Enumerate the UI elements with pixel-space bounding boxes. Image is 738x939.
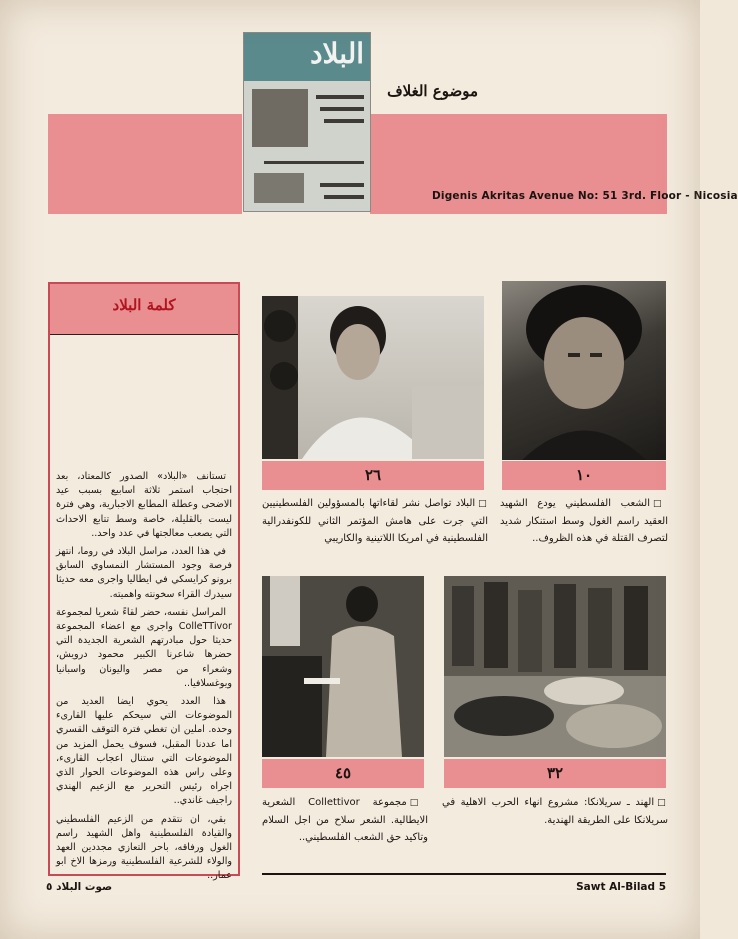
cover-topic-title: موضوع الغلاف: [387, 82, 478, 100]
caption-text: البلاد تواصل نشر لقاءاتها بالمسؤولين الفلسطينيين التي جرت على هامش المؤتمر الثاني للكونفدرالية الفلسطينية في امريكا اللاتينية والكاريبي: [262, 498, 488, 544]
cover-text-line: [320, 107, 364, 111]
cover-text-line: [320, 183, 364, 187]
editorial-header: [50, 284, 238, 335]
bullet-square-icon: □: [657, 798, 668, 808]
editorial-paragraph: في هذا العدد، مراسل البلاد في روما، انتهز فرصة وجود المستشار النمساوي السابق برونو كرايسكي في ايطاليا واجرى معه حديثا سيدرك القراء سخونته واهميته.: [56, 546, 232, 600]
article-photo-interview: [262, 296, 484, 459]
article-photo-poetry-reading: [262, 576, 424, 757]
cover-thumbnail: [243, 32, 371, 212]
cover-group-photo: [254, 173, 304, 203]
cover-text-line: [324, 195, 364, 199]
cover-logo: البلاد: [310, 37, 364, 70]
page-number-bar: ٤٥: [262, 759, 424, 788]
editorial-paragraph: تستانف «البلاد» الصدور كالمعتاد، بعد احتجاب استمر ثلاثة اسابيع بسبب عيد الاضحى وعطلة المطابع الاجبارية، وهي فترة ليست بالقليلة، خاصة وسط تتابع الاحداث التي يصعب معالجتها في عدد واحد..: [56, 471, 232, 539]
photo-illustration: [262, 296, 484, 459]
footer-english-folio: Sawt Al-Bilad 5: [576, 881, 666, 893]
cover-text-line: [316, 95, 364, 99]
bullet-square-icon: □: [653, 499, 668, 509]
footer-arabic-folio: صوت البلاد ٥: [46, 881, 113, 893]
editorial-paragraph: هذا العدد يحوي ايضا العديد من الموضوعات التي سيحكم عليها القارىء وحده. املين ان تغطي فترة التوقف القسري اما عددنا المقبل، فسوف يحمل المزيد من الموضوعات التي ستنال اعجاب القارىء، وعلى راس هذه الموضوعات الحوار الذي اجراه رئيس التحرير مع الزعيم الهندي راجيف غاندي..: [56, 696, 232, 807]
article-photo-weapons: [444, 576, 666, 757]
editorial-title: كلمة البلاد: [112, 296, 176, 314]
article-caption: [500, 495, 668, 547]
article-caption: [262, 794, 428, 846]
photo-illustration: [444, 576, 666, 757]
article-photo-portrait: [502, 281, 666, 460]
page-number-bar: ٢٦: [262, 461, 484, 490]
editorial-box: [48, 282, 240, 882]
header-band-left: [48, 114, 242, 214]
editorial-paragraph: بقي، ان نتقدم من الزعيم الفلسطيني والقيادة الفلسطينية واهل الشهيد راسم الغول ورفاقه، باحر التعازي مجددين العهد والولاء للشرعية الفلسطينية ورمزها الاخ ابو عمار..: [56, 813, 232, 882]
photo-illustration: [262, 576, 424, 757]
bullet-square-icon: □: [409, 798, 428, 808]
cover-portrait: [252, 89, 308, 147]
article-caption: [262, 495, 488, 547]
cover-text-line: [324, 119, 364, 123]
caption-text: الهند ـ سريلانكا: مشروع انهاء الحرب الاهلية في سريلانكا على الطريقة الهندية.: [442, 797, 668, 826]
photo-illustration: [502, 281, 666, 460]
caption-text: الشعب الفلسطيني يودع الشهيد العقيد راسم الغول وسط استنكار شديد لتصرف القتلة في هذه الظروف..: [500, 498, 668, 544]
bullet-square-icon: □: [478, 499, 488, 509]
cover-masthead: [244, 33, 370, 81]
article-caption: [442, 794, 668, 829]
editorial-paragraph: المراسل نفسه، حضر لقاءً شعريا لمجموعة ColleTTivor واجرى مع اعضاء المجموعة حديثا حول مبادرتهم الشعرية الجديدة التي حضرها شاعرنا الكبير محمود درويش، وشعراء من مصر واليونان واسبانيا ويوغسلافيا..: [56, 606, 232, 689]
cover-text-line: [264, 161, 364, 164]
page-number-bar: ١٠: [502, 461, 666, 490]
editorial-body: [56, 470, 232, 888]
footer-rule: [262, 873, 666, 875]
caption-text: مجموعة Collettivor الشعرية الايطالية. الشعر سلاح من اجل السلام وتاكيد حق الشعب الفلسطيني..: [262, 797, 428, 843]
office-address: Digenis Akritas Avenue No: 51 3rd. Floor - Nicosia: [432, 190, 738, 202]
page-number-bar: ٣٢: [444, 759, 666, 788]
